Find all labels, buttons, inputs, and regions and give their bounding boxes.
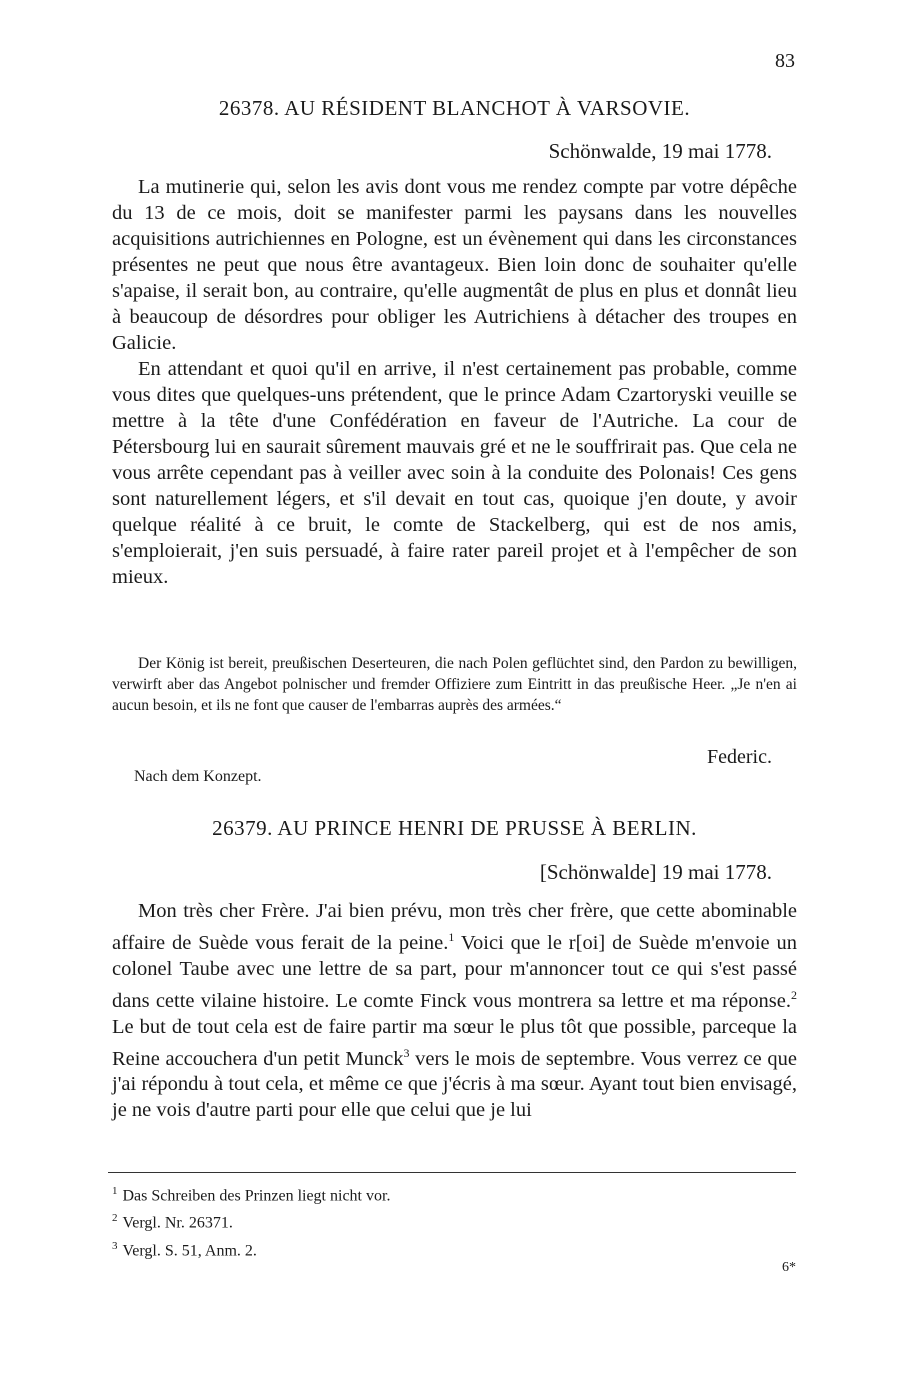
footnote-3 bbox=[112, 1235, 797, 1262]
footnote-2 bbox=[112, 1207, 797, 1234]
signature-mark: 6* bbox=[782, 1260, 796, 1275]
footnote-text: Vergl. Nr. 26371. bbox=[122, 1214, 233, 1232]
signature: Federic. bbox=[707, 746, 772, 768]
footnote-text: Das Schreiben des Prinzen liegt nicht vor. bbox=[122, 1187, 391, 1205]
letter-dateline-26378: Schönwalde, 19 mai 1778. bbox=[548, 139, 772, 163]
letter-paragraph: La mutinerie qui, selon les avis dont vous me rendez compte par votre dépêche du 13 de ce mois, doit se manifester parmi les paysans dans les nouvelles acquisitions autrichiennes en Pologne, est un évènement qui dans les circonstances présentes ne peut que nous être avantageux. Bien loin donc de souhaiter qu'elle s'apaise, il serait bon, au contraire, qu'elle augmentât de plus en plus et donnât lieu à beaucoup de désordres pour obliger les Autrichiens à détacher des troupes en Galicie. bbox=[112, 176, 797, 354]
text-run: Voici que le r[oi] de Suède m'envoie un colonel Taube avec une lettre de sa part, pour m'annoncer tout ce qui s'est passé dans cette vilaine histoire. Le comte Finck vous montrera sa lettre et ma réponse. bbox=[112, 931, 797, 1012]
footnotes bbox=[112, 1180, 797, 1262]
text-run: vers le mois de septembre. Vous verrez ce que j'ai répondu à tout cela, et même ce que j'écris à ma sœur. Ayant tout bien envisagé, je ne vois d'autre parti pour elle que celui que je lui bbox=[112, 1047, 797, 1122]
text-run: Mon très cher Frère. J'ai bien prévu, mon très cher frère, que cette abominable affaire de Suède vous ferait de la peine. bbox=[112, 900, 797, 954]
footnote-mark: 1 bbox=[112, 1185, 118, 1197]
page-number: 83 bbox=[775, 50, 795, 72]
letter-body-26378 bbox=[112, 174, 797, 590]
letter-heading-26378: 26378. AU RÉSIDENT BLANCHOT À VARSOVIE. bbox=[218, 96, 691, 120]
footnote-1 bbox=[112, 1180, 797, 1207]
footnote-mark: 3 bbox=[112, 1239, 118, 1252]
editor-note: Der König ist bereit, preußischen Deserteuren, die nach Polen geflüchtet sind, den Pardon zu bewilligen, verwirft aber das Angebot polnischer und fremder Offiziere zum Eintritt in das preußische Heer. „Je n'en ai aucun besoin, et ils ne font que causer de l'embarras auprès des armées.“ bbox=[112, 655, 797, 714]
letter-heading-26379: 26379. AU PRINCE HENRI DE PRUSSE À BERLIN. bbox=[212, 816, 697, 840]
source-note: Nach dem Konzept. bbox=[134, 768, 262, 785]
footnote-ref-1: 1 bbox=[448, 930, 455, 944]
footnote-text: Vergl. S. 51, Anm. 2. bbox=[122, 1241, 257, 1259]
letter-paragraph: En attendant et quoi qu'il en arrive, il n'est certainement pas probable, comme vous dites que quelques-uns prétendent, que le prince Adam Czartoryski veuille se mettre à la tête d'une Confédération en faveur de l'Autriche. La cour de Pétersbourg lui en saurait sûrement mauvais gré et ne le souffrirait pas. Que cela ne vous arrête cependant pas à veiller avec soin à la conduite des Polonais! Ces gens sont naturellement légers, et s'il devait en tout cas, quoique j'en doute, y avoir quelque réalité à ce bruit, le comte de Stackelberg, qui est de nos amis, s'emploierait, j'en suis persuadé, à faire rater pareil projet et à l'empêcher de son mieux. bbox=[112, 358, 797, 588]
footnote-divider bbox=[108, 1172, 796, 1173]
footnote-ref-2: 2 bbox=[791, 987, 797, 1002]
letter-paragraph bbox=[112, 898, 797, 1123]
letter-dateline-26379: [Schönwalde] 19 mai 1778. bbox=[539, 860, 772, 884]
footnote-ref-3: 3 bbox=[403, 1045, 410, 1060]
footnote-mark: 2 bbox=[112, 1212, 118, 1225]
letter-body-26379 bbox=[112, 898, 797, 1123]
text-run: Le but de tout cela est de faire partir ma sœur le plus tôt que possible, parceque la Reine accouchera d'un petit Munck bbox=[112, 1015, 797, 1070]
